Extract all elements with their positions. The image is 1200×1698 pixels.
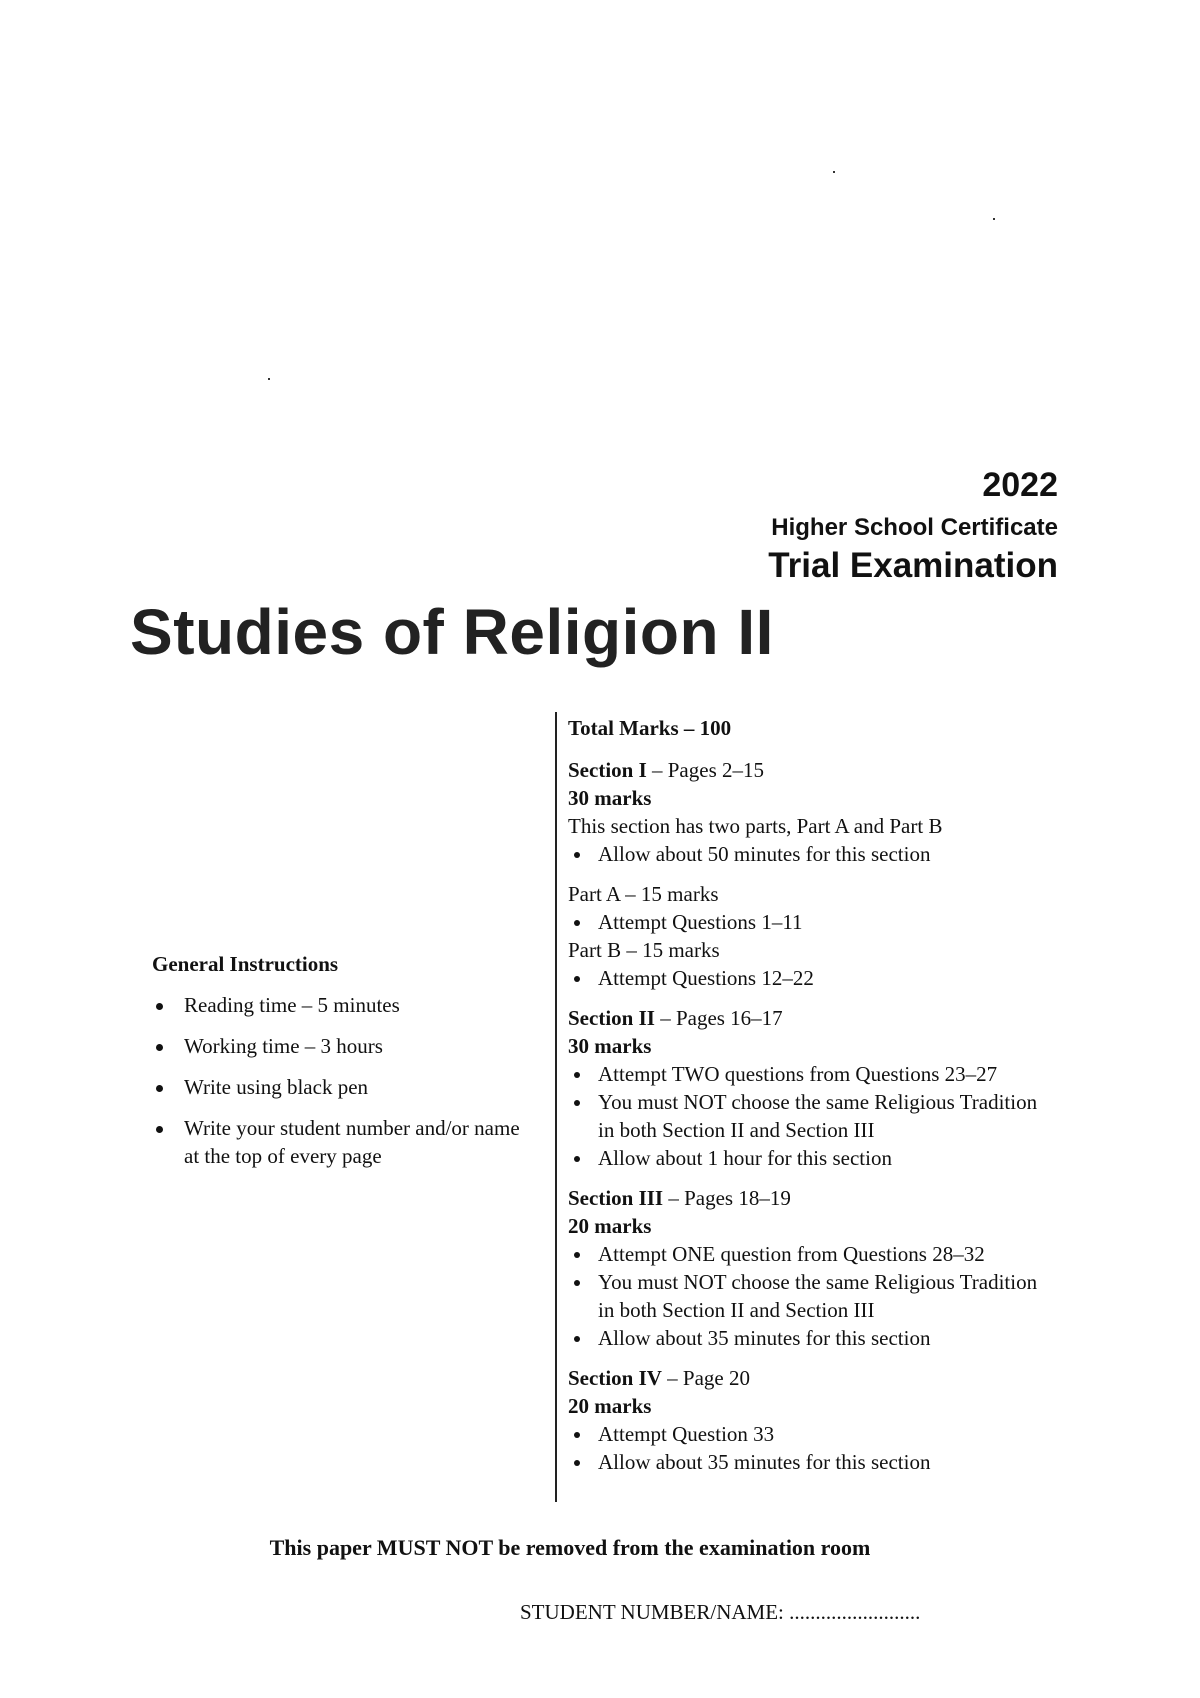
section-marks: 30 marks (568, 1034, 652, 1058)
section-pages: – Page 20 (661, 1366, 750, 1390)
scan-speck (833, 171, 835, 173)
list-item: Allow about 35 minutes for this section (568, 1324, 1088, 1352)
section-name: Section I (568, 758, 647, 782)
section-1 (568, 756, 1088, 868)
section-marks: 20 marks (568, 1214, 652, 1238)
exam-year: 2022 (982, 466, 1058, 504)
list-item: Working time – 3 hours (152, 1032, 532, 1060)
bullet-icon (574, 1072, 580, 1078)
section-1-parts (568, 880, 1088, 992)
section-pages: – Pages 18–19 (663, 1186, 791, 1210)
section-3 (568, 1184, 1088, 1352)
divider-line (555, 712, 557, 1502)
section-name: Section IV (568, 1366, 662, 1390)
list-item: You must NOT choose the same Religious Tradition in both Section II and Section III (568, 1088, 1038, 1144)
bullet-icon (156, 1085, 163, 1092)
section-4 (568, 1364, 1088, 1476)
section-pages: – Pages 2–15 (646, 758, 764, 782)
list-item: You must NOT choose the same Religious Tradition in both Section II and Section III (568, 1268, 1038, 1324)
bullet-icon (574, 976, 580, 982)
general-instructions (152, 952, 532, 1183)
section-2 (568, 1004, 1088, 1172)
bullet-icon (574, 920, 580, 926)
section-marks: 30 marks (568, 786, 652, 810)
student-number-field: STUDENT NUMBER/NAME: ......................... (520, 1600, 921, 1624)
bullet-icon (574, 1100, 580, 1106)
list-item: Attempt ONE question from Questions 28–32 (568, 1240, 1088, 1268)
section-marks: 20 marks (568, 1394, 652, 1418)
list-item: Write your student number and/or name at the top of every page (152, 1114, 532, 1170)
list-item: Reading time – 5 minutes (152, 991, 532, 1019)
list-item: Attempt Questions 1–11 (568, 908, 1088, 936)
bullet-icon (156, 1126, 163, 1133)
part-a: Part A – 15 marks (568, 882, 719, 906)
removal-notice: This paper MUST NOT be removed from the examination room (269, 1535, 871, 1560)
list-item: Allow about 1 hour for this section (568, 1144, 1088, 1172)
section-pages: – Pages 16–17 (654, 1006, 783, 1030)
instructions-list (152, 991, 532, 1170)
exam-structure (568, 714, 1088, 1476)
bullet-icon (574, 1252, 580, 1258)
scan-speck (268, 378, 270, 380)
list-item: Attempt Question 33 (568, 1420, 1088, 1448)
bullet-icon (156, 1003, 163, 1010)
general-instructions-title: General Instructions (152, 952, 339, 976)
part-b: Part B – 15 marks (568, 938, 720, 962)
section-note: This section has two parts, Part A and Part B (568, 814, 943, 838)
bullet-icon (574, 852, 580, 858)
list-item: Attempt Questions 12–22 (568, 964, 1088, 992)
list-item: Write using black pen (152, 1073, 532, 1101)
bullet-icon (574, 1432, 580, 1438)
section-name: Section II (568, 1006, 655, 1030)
section-name: Section III (568, 1186, 664, 1210)
certificate-name: Higher School Certificate (771, 514, 1058, 541)
exam-type: Trial Examination (768, 546, 1058, 585)
bullet-icon (574, 1156, 580, 1162)
list-item: Allow about 50 minutes for this section (568, 840, 1088, 868)
scan-speck (993, 218, 995, 220)
list-item: Allow about 35 minutes for this section (568, 1448, 1088, 1476)
subject-title: Studies of Religion II (130, 596, 774, 668)
bullet-icon (574, 1280, 580, 1286)
bullet-icon (574, 1336, 580, 1342)
bullet-icon (156, 1044, 163, 1051)
list-item: Attempt TWO questions from Questions 23–27 (568, 1060, 1088, 1088)
bullet-icon (574, 1460, 580, 1466)
total-marks: Total Marks – 100 (568, 716, 732, 740)
